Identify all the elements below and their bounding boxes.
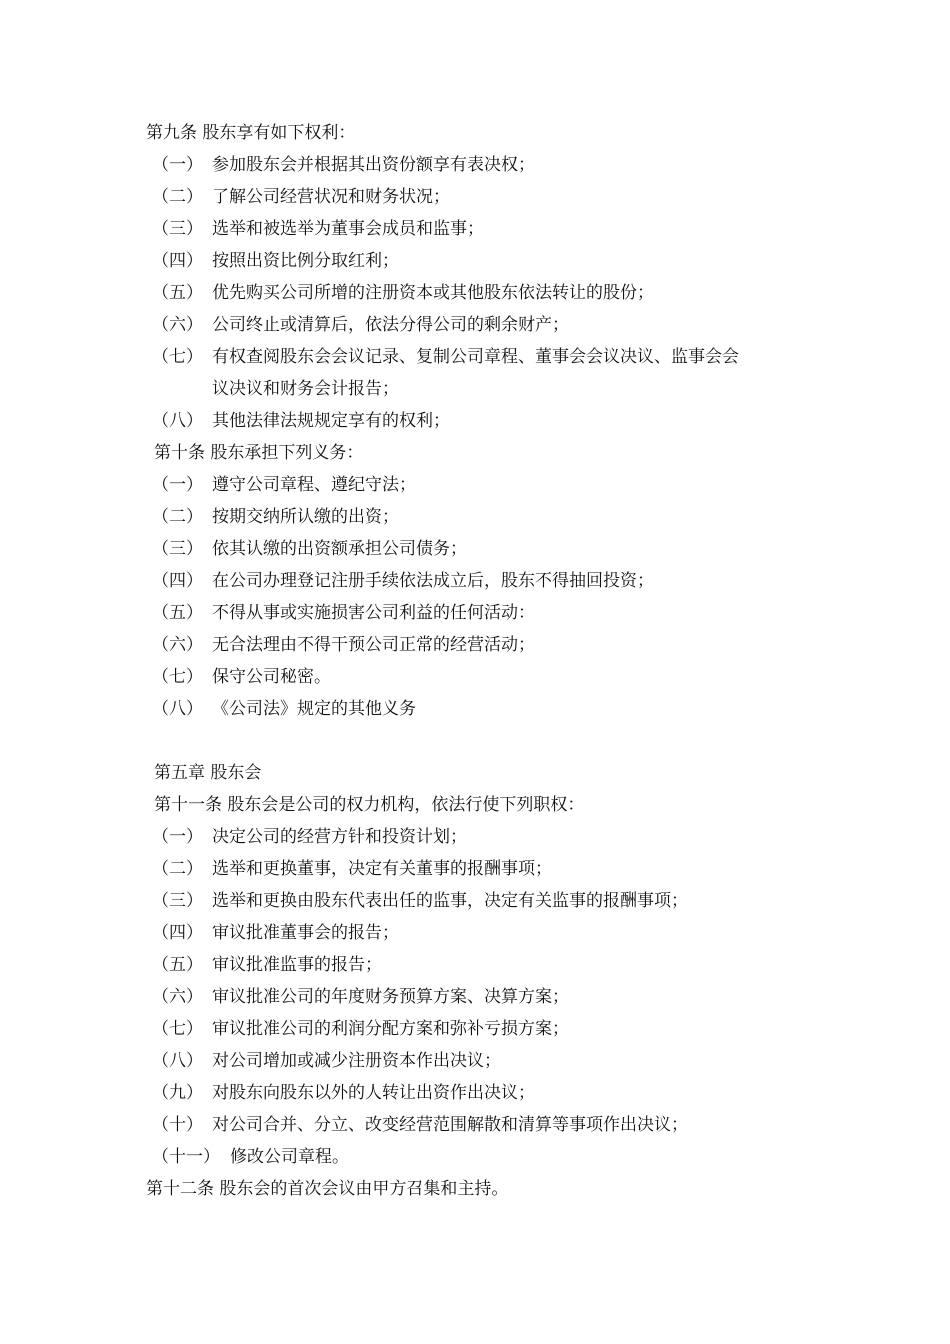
list-item-number: （五） xyxy=(152,955,203,975)
list-item-number: （七） xyxy=(152,1019,203,1039)
list-item-number: （二） xyxy=(152,507,203,527)
list-item-number: （一） xyxy=(152,155,203,175)
list-item-text: 选举和更换董事，决定有关董事的报酬事项； xyxy=(212,859,552,879)
list-item-text: 按期交纳所认缴的出资； xyxy=(212,507,399,527)
list-item-number: （三） xyxy=(152,219,203,239)
list-item-text: 参加股东会并根据其出资份额享有表决权； xyxy=(212,155,535,175)
list-item-continuation: 议决议和财务会计报告； xyxy=(212,379,399,399)
list-item-number: （十一） xyxy=(152,1147,220,1167)
list-item-text: 修改公司章程。 xyxy=(230,1147,349,1167)
list-item-text: 对公司合并、分立、改变经营范围解散和清算等事项作出决议； xyxy=(212,1115,688,1135)
list-item-text: 按照出资比例分取红利； xyxy=(212,251,399,271)
list-item-text: 无合法理由不得干预公司正常的经营活动； xyxy=(212,635,535,655)
list-item-text: 依其认缴的出资额承担公司债务； xyxy=(212,539,467,559)
list-item-text: 在公司办理登记注册手续依法成立后，股东不得抽回投资； xyxy=(212,571,654,591)
list-item-text: 保守公司秘密。 xyxy=(212,667,331,687)
list-item-text: 遵守公司章程、遵纪守法； xyxy=(212,475,416,495)
list-item-text: 审议批准公司的利润分配方案和弥补亏损方案； xyxy=(212,1019,569,1039)
list-item-text: 决定公司的经营方针和投资计划； xyxy=(212,827,467,847)
article-9-title: 第九条 股东享有如下权利： xyxy=(146,123,356,143)
list-item-number: （六） xyxy=(152,315,203,335)
list-item-text: 审议批准公司的年度财务预算方案、决算方案； xyxy=(212,987,569,1007)
list-item-number: （六） xyxy=(152,987,203,1007)
list-item-text: 对公司增加或减少注册资本作出决议； xyxy=(212,1051,501,1071)
article-10-title: 第十条 股东承担下列义务： xyxy=(154,443,364,463)
list-item-number: （三） xyxy=(152,891,203,911)
list-item-number: （二） xyxy=(152,187,203,207)
list-item-number: （一） xyxy=(152,475,203,495)
article-12-title: 第十二条 股东会的首次会议由甲方召集和主持。 xyxy=(146,1179,509,1199)
chapter-5-title: 第五章 股东会 xyxy=(154,763,262,783)
list-item-text: 了解公司经营状况和财务状况； xyxy=(212,187,450,207)
list-item-number: （六） xyxy=(152,635,203,655)
list-item-number: （一） xyxy=(152,827,203,847)
list-item-number: （四） xyxy=(152,923,203,943)
list-item-number: （三） xyxy=(152,539,203,559)
list-item-number: （八） xyxy=(152,699,203,719)
list-item-number: （九） xyxy=(152,1083,203,1103)
list-item-number: （十） xyxy=(152,1115,203,1135)
list-item-text: 审议批准监事的报告； xyxy=(212,955,382,975)
list-item-number: （八） xyxy=(152,1051,203,1071)
list-item-text: 《公司法》规定的其他义务 xyxy=(212,699,416,719)
list-item-number: （五） xyxy=(152,283,203,303)
list-item-text: 不得从事或实施损害公司利益的任何活动： xyxy=(212,603,535,623)
list-item-text: 选举和被选举为董事会成员和监事； xyxy=(212,219,484,239)
list-item-number: （四） xyxy=(152,251,203,271)
list-item-text: 其他法律法规规定享有的权利； xyxy=(212,411,450,431)
list-item-number: （五） xyxy=(152,603,203,623)
list-item-text: 优先购买公司所增的注册资本或其他股东依法转让的股份； xyxy=(212,283,654,303)
list-item-number: （七） xyxy=(152,347,203,367)
list-item-text: 公司终止或清算后，依法分得公司的剩余财产； xyxy=(212,315,569,335)
list-item-number: （二） xyxy=(152,859,203,879)
list-item-text: 对股东向股东以外的人转让出资作出决议； xyxy=(212,1083,535,1103)
list-item-number: （八） xyxy=(152,411,203,431)
list-item-number: （七） xyxy=(152,667,203,687)
list-item-text: 有权查阅股东会会议记录、复制公司章程、董事会会议决议、监事会会 xyxy=(212,347,739,367)
list-item-text: 审议批准董事会的报告； xyxy=(212,923,399,943)
list-item-number: （四） xyxy=(152,571,203,591)
list-item-text: 选举和更换由股东代表出任的监事，决定有关监事的报酬事项； xyxy=(212,891,688,911)
article-11-title: 第十一条 股东会是公司的权力机构，依法行使下列职权： xyxy=(154,795,585,815)
